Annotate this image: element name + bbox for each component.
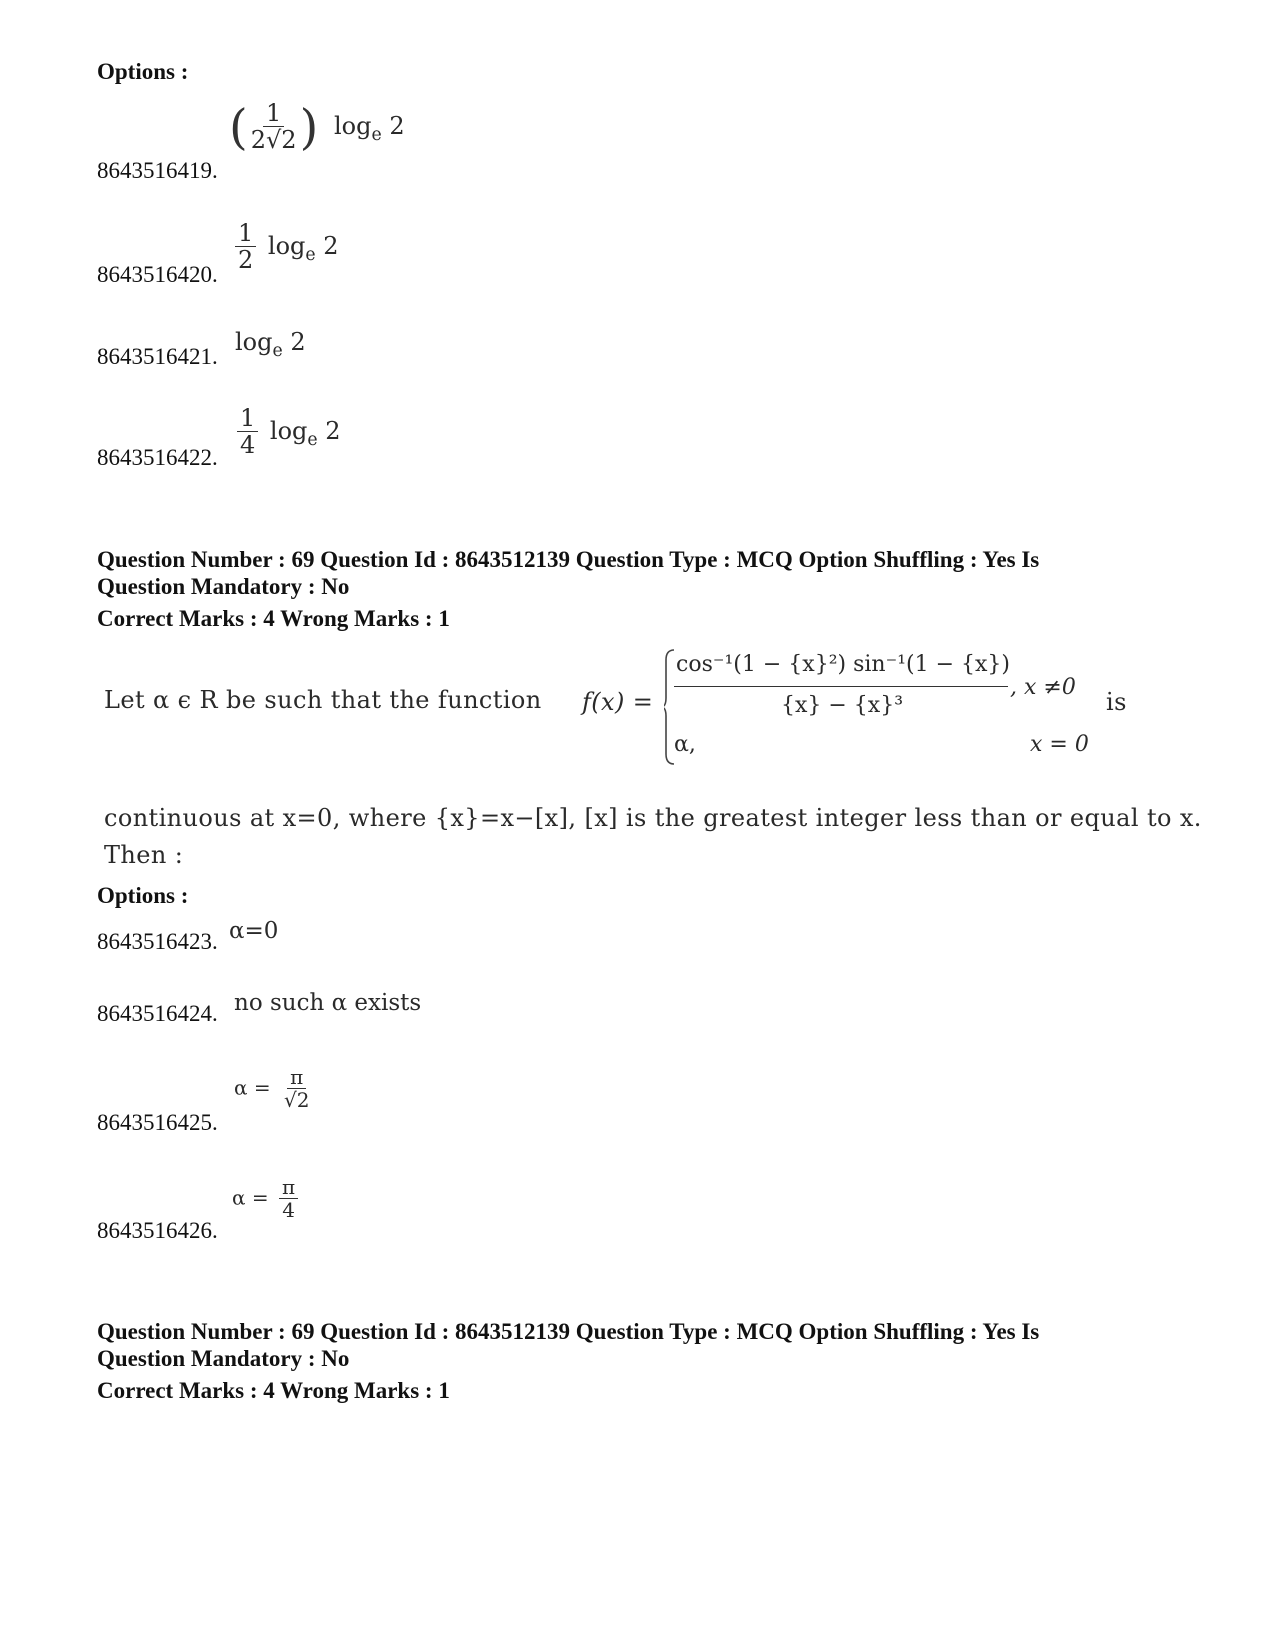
option-lhs: α = [234,1075,271,1100]
function-label: f(x) = [582,688,654,716]
case1-condition: , x ≠0 [1010,675,1076,700]
log-subscript: e [272,341,283,362]
case1-denominator: {x} − {x}³ [780,693,904,718]
question-mandatory: Question Mandatory : No [97,574,350,599]
question-header-line: Question Number : 69 Question Id : 8643512139 Question Type : MCQ Option Shuffling : Yes Is [97,1319,1040,1344]
question-marks: Correct Marks : 4 Wrong Marks : 1 [97,606,450,631]
fraction-denominator: 4 [282,1198,295,1222]
option-math [232,1176,298,1222]
log-base: log [269,416,308,445]
case2-condition: x = 0 [1030,732,1089,757]
fraction-numerator: π [287,1066,306,1089]
option-math: ( $\frac{1}{2√2}$ ) $\log_e 2$ [229,99,405,156]
log-base: log [333,111,372,140]
question-marks: Correct Marks : 4 Wrong Marks : 1 [97,1378,450,1403]
options-heading: Options : [97,883,189,908]
option-text: no such α exists [234,990,422,1016]
question-mandatory: Question Mandatory : No [97,1346,350,1371]
option-lhs: α = [232,1185,269,1210]
fraction-denominator: 2√2 [250,126,297,155]
fraction-numerator: π [279,1176,298,1199]
fraction-denominator: 4 [240,431,256,460]
log-subscript: e [307,430,318,451]
option-math [235,328,306,361]
option-id: 8643516426. [97,1218,218,1243]
option-math [237,405,341,460]
fraction-numerator: 1 [263,100,284,127]
option-id: 8643516420. [97,262,218,287]
log-base: log [267,231,306,260]
option-id: 8643516423. [97,929,218,954]
option-math [235,220,339,275]
fraction-denominator: √2 [283,1088,310,1112]
option-id: 8643516424. [97,1001,218,1026]
log-base: log [235,328,273,356]
log-argument: 2 [389,111,405,140]
option-id: 8643516422. [97,445,218,470]
log-subscript: e [305,245,316,266]
option-id: 8643516419. [97,158,218,183]
fraction-bar [674,686,1008,687]
options-heading: Options : [97,59,189,84]
option-math [234,1066,312,1112]
option-id: 8643516421. [97,344,218,369]
log-argument: 2 [290,328,306,356]
case1-numerator: cos⁻¹(1 − {x}²) sin⁻¹(1 − {x}) [676,652,1010,677]
question-stem-trail: is [1106,688,1127,716]
fraction-denominator: 2 [238,246,254,275]
question-stem-line2: continuous at x=0, where {x}=x−[x], [x] is the greatest integer less than or equal to x. [104,804,1202,832]
case2-value: α, [674,732,696,757]
fraction-numerator: 1 [235,220,256,247]
question-stem-lead: Let α ϵ R be such that the function [104,686,542,714]
log-argument: 2 [325,416,341,445]
log-argument: 2 [323,231,339,260]
option-text: α=0 [229,918,279,944]
question-header-line: Question Number : 69 Question Id : 8643512139 Question Type : MCQ Option Shuffling : Yes Is [97,547,1040,572]
log-subscript: e [371,125,382,146]
fraction-numerator: 1 [237,405,258,432]
question-stem-line3: Then : [104,841,184,869]
option-id: 8643516425. [97,1110,218,1135]
